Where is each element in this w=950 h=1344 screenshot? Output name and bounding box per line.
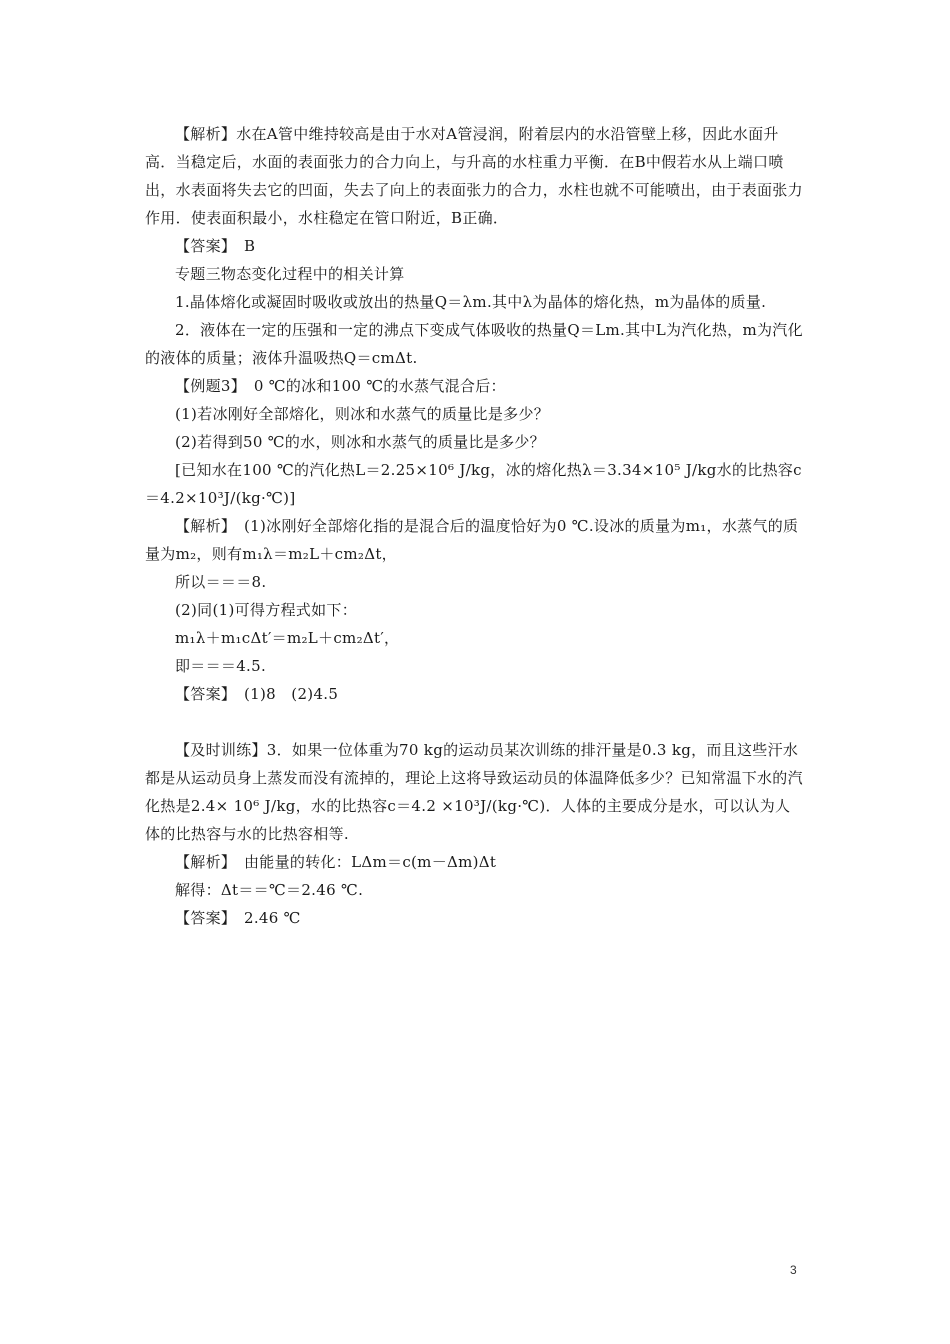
answer-line: 【答案】 B (175, 237, 256, 255)
page-number: 3 (790, 1263, 797, 1277)
spacer (145, 708, 805, 736)
part-2-intro: (2)同(1)可得方程式如下： (175, 601, 357, 619)
example-question-2: (2)若得到50 ℃的水，则冰和水蒸气的质量比是多少？ (175, 433, 545, 451)
given-constants: [已知水在100 ℃的汽化热L＝2.25×10⁶ J/kg，冰的熔化热λ＝3.34×10⁵ J/kg水的比热容c＝4.2×10³J/(kg·℃)] (145, 461, 802, 507)
result-1: 所以＝＝＝8. (175, 573, 267, 591)
equation-line: m₁λ＋m₁cΔt′＝m₂L＋cm₂Δt′， (175, 629, 400, 647)
example-answer: 【答案】 (1)8 (2)4.5 (175, 685, 339, 703)
example-analysis: 【解析】 (1)冰刚好全部熔化指的是混合后的温度恰好为0 ℃.设冰的质量为m₁，水蒸气的质量为m₂，则有m₁λ＝m₂L＋cm₂Δt， (145, 517, 799, 563)
practice-solution: 解得：Δt＝＝℃＝2.46 ℃. (175, 881, 364, 899)
result-2: 即＝＝＝4.5. (175, 657, 267, 675)
document-body (145, 120, 805, 932)
practice-problem: 【及时训练】3．如果一位体重为70 kg的运动员某次训练的排汗量是0.3 kg，而且这些汗水都是从运动员身上蒸发而没有流掉的，理论上这将导致运动员的体温降低多少？已知常温下水的汽化热是2.4× 10⁶ J/kg，水的比热容c＝4.2 ×10³J/(kg·℃)．人体的主要成分是水，可以认为人体的比热容与水的比热容相等. (145, 741, 803, 843)
example-question-1: (1)若冰刚好全部熔化，则冰和水蒸气的质量比是多少？ (175, 405, 550, 423)
analysis-paragraph: 【解析】水在A管中维持较高是由于水对A管浸润，附着层内的水沿管壁上移，因此水面升高．当稳定后，水面的表面张力的合力向上，与升高的水柱重力平衡．在B中假若水从上端口喷出，水表面将失去它的凹面，失去了向上的表面张力的合力，水柱也就不可能喷出，由于表面张力作用．使表面积最小，水柱稳定在管口附近，B正确． (145, 125, 803, 227)
practice-answer: 【答案】 2.46 ℃ (175, 909, 301, 927)
example-3-title: 【例题3】 0 ℃的冰和100 ℃的水蒸气混合后： (175, 377, 506, 395)
topic-heading: 专题三物态变化过程中的相关计算 (175, 265, 405, 283)
rule-1: 1.晶体熔化或凝固时吸收或放出的热量Q＝λm.其中λ为晶体的熔化热，m为晶体的质量. (175, 293, 767, 311)
rule-2: 2．液体在一定的压强和一定的沸点下变成气体吸收的热量Q＝Lm.其中L为汽化热，m为汽化的液体的质量；液体升温吸热Q＝cmΔt. (145, 321, 803, 367)
practice-analysis: 【解析】 由能量的转化：LΔm＝c(m－Δm)Δt (175, 853, 497, 871)
